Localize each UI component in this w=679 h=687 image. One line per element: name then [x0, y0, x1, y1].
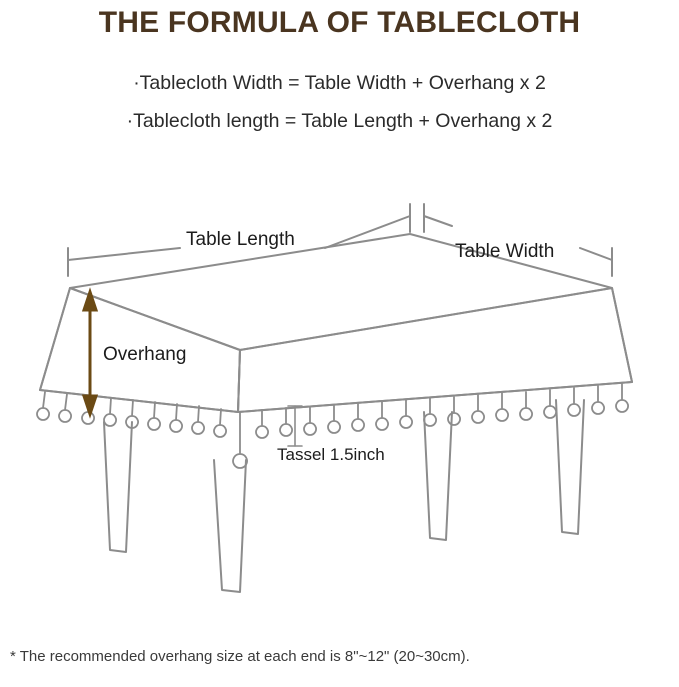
label-table-length: Table Length: [186, 229, 295, 250]
label-table-width: Table Width: [455, 241, 555, 262]
table-legs: [104, 400, 584, 592]
tablecloth-corner-edges: [40, 288, 632, 390]
tassel-row-left: [37, 392, 247, 468]
footnote: * The recommended overhang size at each end is 8"~12" (20~30cm).: [10, 648, 470, 665]
tablecloth-hem-left: [40, 390, 238, 412]
formula-width: ·Tablecloth Width = Table Width + Overhang x 2: [133, 72, 546, 94]
tablecloth-hem-right: [238, 382, 632, 412]
tablecloth-diagram: [0, 160, 679, 640]
table-width-measure-line: [424, 204, 612, 276]
label-tassel: Tassel 1.5inch: [277, 445, 385, 464]
tablecloth-right-drape: [238, 288, 632, 412]
overhang-arrow: [84, 292, 96, 414]
label-overhang: Overhang: [103, 344, 187, 365]
tassel-row-right: [256, 384, 628, 438]
page-title: THE FORMULA OF TABLECLOTH: [98, 6, 581, 39]
formula-length: ·Tablecloth length = Table Length + Overhang x 2: [126, 110, 553, 132]
